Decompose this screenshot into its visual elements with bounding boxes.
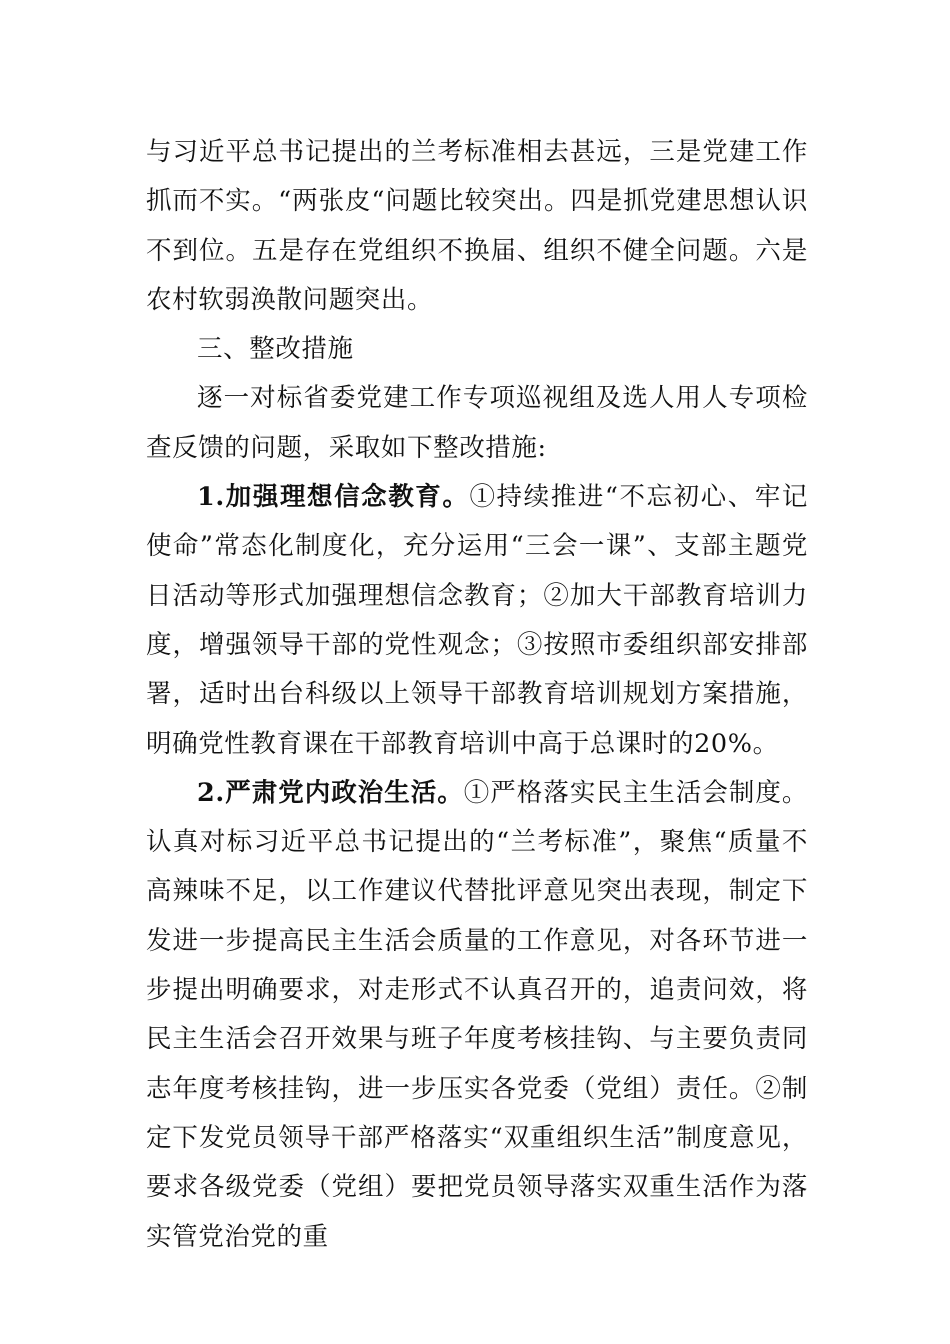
paragraph-text: 与习近平总书记提出的兰考标准相去甚远，三是党建工作抓而不实。“两张皮“问题比较突出。四是抓党建思想认识不到位。五是存在党组织不换届、组织不健全问题。六是农村软弱涣散问题突出。 xyxy=(146,137,808,315)
measure-1-title: 1.加强理想信念教育。 xyxy=(197,482,470,513)
paragraph-problems-continued xyxy=(146,128,808,325)
heading-text: 三、整改措施 xyxy=(197,334,354,365)
paragraph-measure-2 xyxy=(146,769,808,1262)
section-heading-rectification-measures xyxy=(146,325,808,374)
paragraph-text: 逐一对标省委党建工作专项巡视组及选人用人专项检查反馈的问题，采取如下整改措施: xyxy=(146,383,808,463)
paragraph-measure-1 xyxy=(146,473,808,769)
measure-1-text: ①持续推进“不忘初心、牢记使命”常态化制度化，充分运用“三会一课”、支部主题党日活动等形式加强理想信念教育；②加大干部教育培训力度，增强领导干部的党性观念；③按照市委组织部安排部署，适时出台科级以上领导干部教育培训规划方案措施，明确党性教育课在干部教育培训中高于总课时的20%。 xyxy=(146,482,808,759)
paragraph-intro-measures xyxy=(146,374,808,473)
measure-2-text: ①严格落实民主生活会制度。认真对标习近平总书记提出的“兰考标准”，聚焦“质量不高辣味不足，以工作建议代替批评意见突出表现，制定下发进一步提高民主生活会质量的工作意见，对各环节进一步提出明确要求，对走形式不认真召开的，追责问效，将民主生活会召开效果与班子年度考核挂钩、与主要负责同志年度考核挂钩，进一步压实各党委（党组）责任。②制定下发党员领导干部严格落实“双重组织生活”制度意见，要求各级党委（党组）要把党员领导落实双重生活作为落实管党治党的重 xyxy=(146,777,808,1252)
measure-2-title: 2.严肃党内政治生活。 xyxy=(197,777,464,808)
document-body xyxy=(146,128,808,1262)
